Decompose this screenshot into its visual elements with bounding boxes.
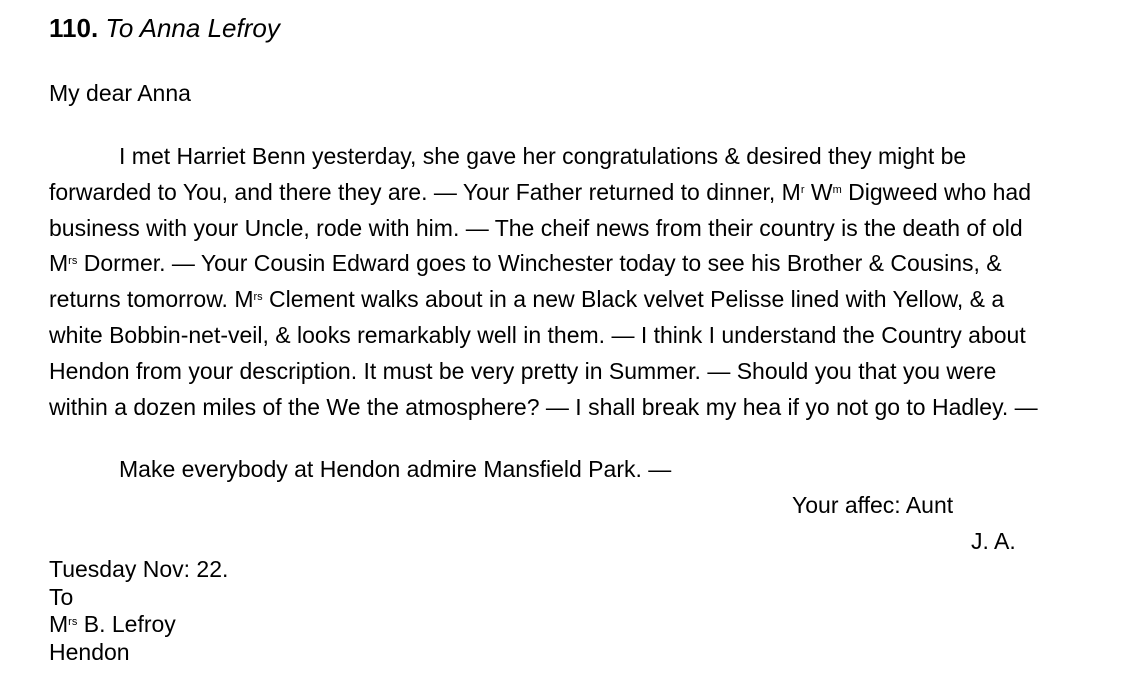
- place-line: Hendon: [49, 639, 130, 666]
- body-line-2-text-b: W: [804, 178, 833, 205]
- letter-title: To Anna Lefroy: [105, 13, 280, 43]
- letter-number: 110.: [49, 13, 99, 43]
- body-line-5-text-a: returns tomorrow. M: [49, 286, 254, 313]
- address-block: [49, 556, 228, 667]
- date-line: Tuesday Nov: 22.: [49, 556, 229, 582]
- body-line-6: white Bobbin-net-veil, & looks remarkably well in them. — I think I understand the Country about: [49, 321, 1026, 348]
- superscript-r: r: [800, 183, 805, 196]
- body-line-7: Hendon from your description. It must be very pretty in Summer. — Should you that you were: [49, 357, 997, 384]
- body-line-8: within a dozen miles of the We the atmosphere? — I shall break my hea if yo not go to Hadley. —: [49, 393, 1038, 420]
- superscript-rs: rs: [68, 616, 78, 629]
- recipient-name: [49, 611, 228, 639]
- body-line-3: business with your Uncle, rode with him. — The cheif news from their country is the death of old: [49, 214, 1023, 241]
- letter-body: [49, 139, 1038, 425]
- signoff: Your affec: Aunt: [792, 492, 954, 518]
- closing-line: Make everybody at Hendon admire Mansfield Park. —: [119, 456, 672, 482]
- recipient-surname: B. Lefroy: [77, 611, 176, 638]
- superscript-rs: rs: [68, 255, 78, 268]
- recipient-prefix: M: [49, 611, 69, 638]
- to-line: To: [49, 583, 74, 610]
- body-line-2-text-a: forwarded to You, and there they are. — Your Father returned to dinner, M: [49, 178, 801, 205]
- body-line-4-text-b: Dormer. — Your Cousin Edward goes to Winchester today to see his Brother & Cousins, &: [77, 250, 1002, 277]
- superscript-m: m: [832, 183, 842, 196]
- superscript-rs: rs: [253, 291, 263, 304]
- body-line-4-text-a: M: [49, 250, 69, 277]
- signature-initials: J. A.: [971, 528, 1016, 554]
- body-line-2-text-c: Digweed who had: [841, 178, 1031, 205]
- body-line-4: [49, 246, 1038, 282]
- body-line-5-text-b: Clement walks about in a new Black velvet Pelisse lined with Yellow, & a: [262, 286, 1005, 313]
- body-line-1: I met Harriet Benn yesterday, she gave her congratulations & desired they might be: [119, 143, 967, 169]
- salutation: My dear Anna: [49, 80, 191, 106]
- body-line-5: [49, 282, 1038, 318]
- body-line-2: [49, 175, 1038, 211]
- letter-heading: [49, 12, 280, 44]
